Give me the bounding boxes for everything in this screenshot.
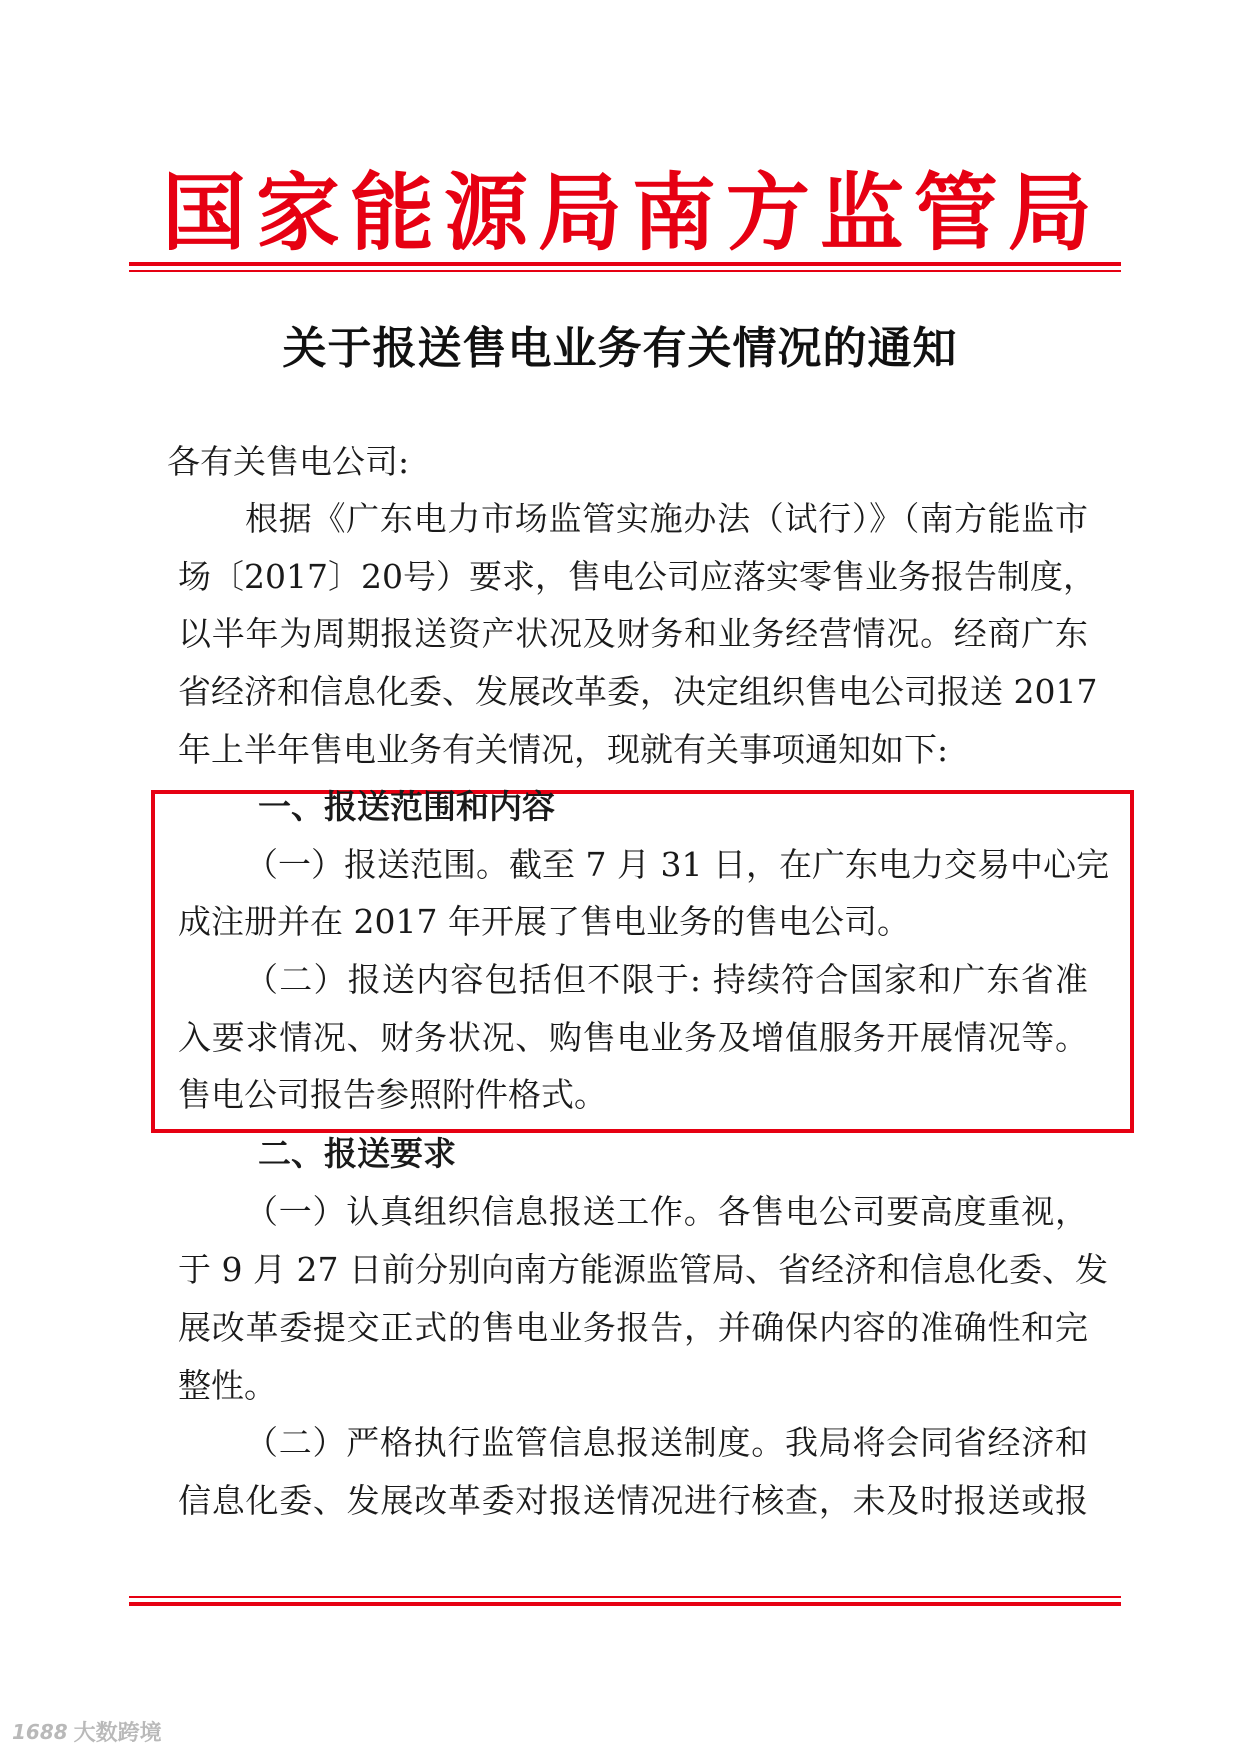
intro-line: 根据《广东电力市场监管实施办法（试行）》（南方能监市 — [245, 499, 1088, 538]
agency-char: 能 — [349, 163, 434, 262]
section-1-heading: 一、报送范围和内容 — [258, 787, 555, 826]
intro-line: 场〔2017〕20号）要求，售电公司应落实零售业务报告制度， — [178, 557, 1096, 596]
section-2-line: （二）严格执行监管信息报送制度。我局将会同省经济和 — [245, 1423, 1088, 1462]
agency-char: 家 — [255, 163, 340, 262]
intro-line: 年上半年售电业务有关情况，现就有关事项通知如下: — [178, 730, 949, 769]
watermark — [12, 1716, 162, 1747]
section-2-heading: 二、报送要求 — [258, 1134, 456, 1173]
section-2-line: 展改革委提交正式的售电业务报告，并确保内容的准确性和完 — [178, 1308, 1088, 1347]
section-2-line: 于 9 月 27 日前分别向南方能源监管局、省经济和信息化委、发 — [178, 1250, 1108, 1289]
footer-divider-thick — [129, 1602, 1121, 1606]
agency-char: 监 — [819, 163, 904, 262]
section-1-line: （一）报送范围。截至 7 月 31 日，在广东电力交易中心完 — [245, 845, 1109, 884]
footer-divider-thin — [129, 1596, 1121, 1598]
intro-line: 以半年为周期报送资产状况及财务和业务经营情况。经商广东 — [178, 614, 1088, 653]
section-1-line: （二）报送内容包括但不限于: 持续符合国家和广东省准 — [245, 960, 1088, 999]
agency-char: 局 — [537, 163, 622, 262]
watermark-text: 大数跨境 — [73, 1721, 162, 1746]
agency-char: 国 — [162, 163, 247, 262]
section-1-line: 入要求情况、财务状况、购售电业务及增值服务开展情况等。 — [178, 1018, 1088, 1057]
agency-char: 方 — [725, 163, 810, 262]
header-divider-thick — [129, 262, 1121, 266]
salutation: 各有关售电公司: — [167, 442, 410, 481]
section-2-line: 信息化委、发展改革委对报送情况进行核查，未及时报送或报 — [178, 1481, 1088, 1520]
agency-char: 局 — [1007, 163, 1092, 262]
agency-header — [162, 158, 1092, 268]
agency-char: 源 — [443, 163, 528, 262]
section-1-line: 售电公司报告参照附件格式。 — [178, 1075, 607, 1114]
section-1-line: 成注册并在 2017 年开展了售电业务的售电公司。 — [178, 902, 910, 941]
agency-char: 管 — [913, 163, 998, 262]
section-2-line: 整性。 — [178, 1366, 277, 1405]
header-divider-thin — [129, 270, 1121, 272]
intro-line: 省经济和信息化委、发展改革委，决定组织售电公司报送 2017 — [178, 672, 1098, 711]
watermark-logo: 1688 — [12, 1719, 68, 1744]
document-title: 关于报送售电业务有关情况的通知 — [282, 323, 958, 374]
section-2-line: （一）认真组织信息报送工作。各售电公司要高度重视， — [245, 1192, 1088, 1231]
agency-char: 南 — [631, 163, 716, 262]
